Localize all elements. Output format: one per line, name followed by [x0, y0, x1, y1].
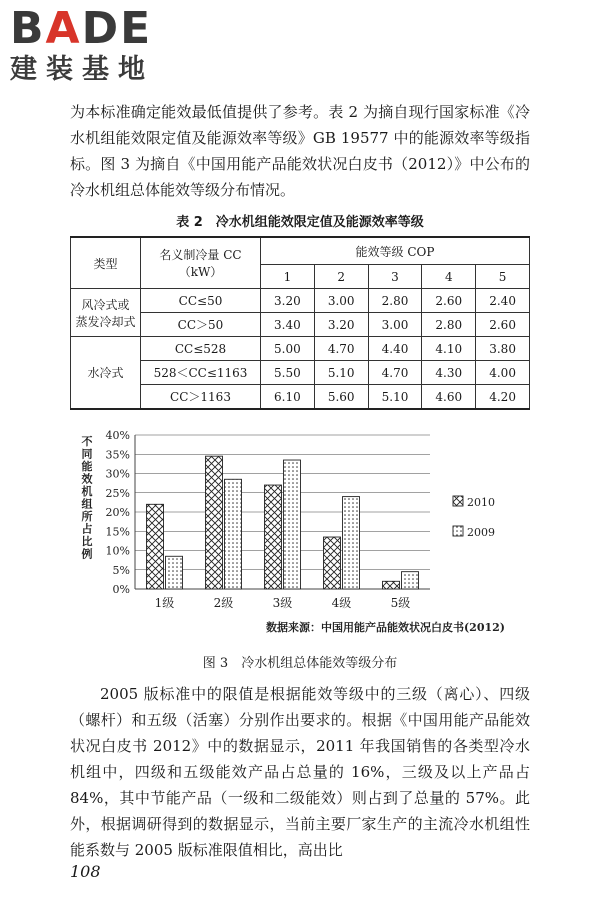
y-tick-label: 0% [112, 583, 130, 596]
table-caption: 表 2 冷水机组能效限定值及能源效率等级 [176, 215, 424, 230]
capacity-cell: CC≤528 [141, 337, 261, 361]
y-tick-label: 5% [112, 563, 130, 577]
header-level: 2 [314, 265, 368, 289]
y-tick-label: 25% [105, 486, 130, 500]
value-cell: 4.60 [422, 385, 476, 410]
value-cell: 4.70 [368, 361, 422, 385]
intro-paragraph: 为本标准确定能效最低值提供了参考。表 2 为摘自现行国家标准《冷水机组能效限定值及能源效率等级》GB 19577 中的能源效率等级指标。图 3 为摘自《中国用能产品能效状况白皮书（2012）》中公布的冷水机组总体能效等级分布情况。 [70, 103, 530, 199]
x-tick-label: 3级 [272, 596, 293, 610]
x-tick-label: 2级 [213, 596, 234, 610]
x-tick-label: 4级 [331, 596, 352, 610]
value-cell: 4.30 [422, 361, 476, 385]
bar-2009 [284, 460, 301, 589]
legend-swatch-2010 [453, 496, 463, 506]
legend-label: 2010 [467, 496, 495, 509]
bar-2009 [343, 497, 360, 589]
bar-2009 [402, 572, 419, 589]
legend-swatch-2009 [453, 526, 463, 536]
efficiency-chart [75, 425, 525, 640]
y-tick-label: 30% [105, 467, 130, 481]
legend-label: 2009 [467, 526, 495, 539]
value-cell: 2.60 [422, 289, 476, 313]
table-row [71, 337, 530, 361]
value-cell: 4.10 [422, 337, 476, 361]
value-cell: 4.40 [368, 337, 422, 361]
x-tick-label: 5级 [390, 596, 411, 610]
logo-wordmark: BADE [10, 3, 153, 54]
chart-svg [75, 425, 525, 640]
header-level: 4 [422, 265, 476, 289]
y-tick-label: 35% [105, 448, 130, 462]
value-cell: 3.00 [368, 313, 422, 337]
value-cell: 5.60 [314, 385, 368, 410]
efficiency-table [70, 236, 530, 410]
value-cell: 3.20 [314, 313, 368, 337]
header-capacity: 名义制冷量 CC（kW） [141, 237, 261, 289]
value-cell: 4.70 [314, 337, 368, 361]
logo-subtitle: 建装基地 [10, 54, 154, 85]
y-tick-label: 20% [105, 506, 130, 519]
y-axis-title: 不同能效机组所占比例 [81, 435, 93, 561]
value-cell: 2.40 [476, 289, 530, 313]
value-cell: 2.80 [422, 313, 476, 337]
value-cell: 5.10 [368, 385, 422, 410]
figure-caption: 图 3 冷水机组总体能效等级分布 [202, 656, 398, 671]
bar-2010 [383, 581, 400, 589]
page-number: 108 [70, 862, 101, 881]
value-cell: 3.00 [314, 289, 368, 313]
brand-logo [10, 3, 154, 86]
value-cell: 4.20 [476, 385, 530, 410]
header-type: 类型 [71, 237, 141, 289]
y-tick-label: 10% [105, 544, 130, 558]
data-source-note: 数据来源：中国用能产品能效状况白皮书(2012) [265, 621, 505, 634]
y-tick-label: 40% [105, 429, 130, 442]
bar-2010 [147, 504, 164, 589]
type-cell: 风冷式或 蒸发冷却式 [71, 289, 141, 337]
value-cell: 2.80 [368, 289, 422, 313]
y-tick-label: 15% [105, 525, 130, 539]
capacity-cell: 528＜CC≤1163 [141, 361, 261, 385]
value-cell: 4.00 [476, 361, 530, 385]
capacity-cell: CC＞50 [141, 313, 261, 337]
value-cell: 2.60 [476, 313, 530, 337]
capacity-cell: CC≤50 [141, 289, 261, 313]
bar-2010 [265, 485, 282, 589]
value-cell: 3.40 [261, 313, 315, 337]
header-level: 5 [476, 265, 530, 289]
value-cell: 3.80 [476, 337, 530, 361]
body-paragraph: 2005 版标准中的限值是根据能效等级中的三级（离心）、四级（螺杆）和五级（活塞）分别作出要求的。根据《中国用能产品能效状况白皮书 2012》中的数据显示，2011 年我国销售的各类型冷水机组中，四级和五级能效产品占总量的 16%，三级及以上产品占 84%，其中节能产品（一级和二级能效）则占到了总量的 57%。此外，根据调研得到的数据显示，当前主要厂家生产的主流冷水机组性能系数与 2005 版标准限值相比，高出比 [70, 685, 530, 859]
type-cell: 水冷式 [71, 337, 141, 410]
value-cell: 6.10 [261, 385, 315, 410]
header-level: 3 [368, 265, 422, 289]
x-tick-label: 1级 [154, 596, 175, 610]
header-grade: 能效等级 COP [261, 237, 530, 265]
bar-2010 [206, 456, 223, 589]
bar-2009 [225, 479, 242, 589]
value-cell: 5.10 [314, 361, 368, 385]
capacity-cell: CC＞1163 [141, 385, 261, 410]
header-level: 1 [261, 265, 315, 289]
table-row [71, 289, 530, 313]
value-cell: 3.20 [261, 289, 315, 313]
bar-2010 [324, 537, 341, 589]
value-cell: 5.00 [261, 337, 315, 361]
bar-2009 [166, 556, 183, 589]
value-cell: 5.50 [261, 361, 315, 385]
